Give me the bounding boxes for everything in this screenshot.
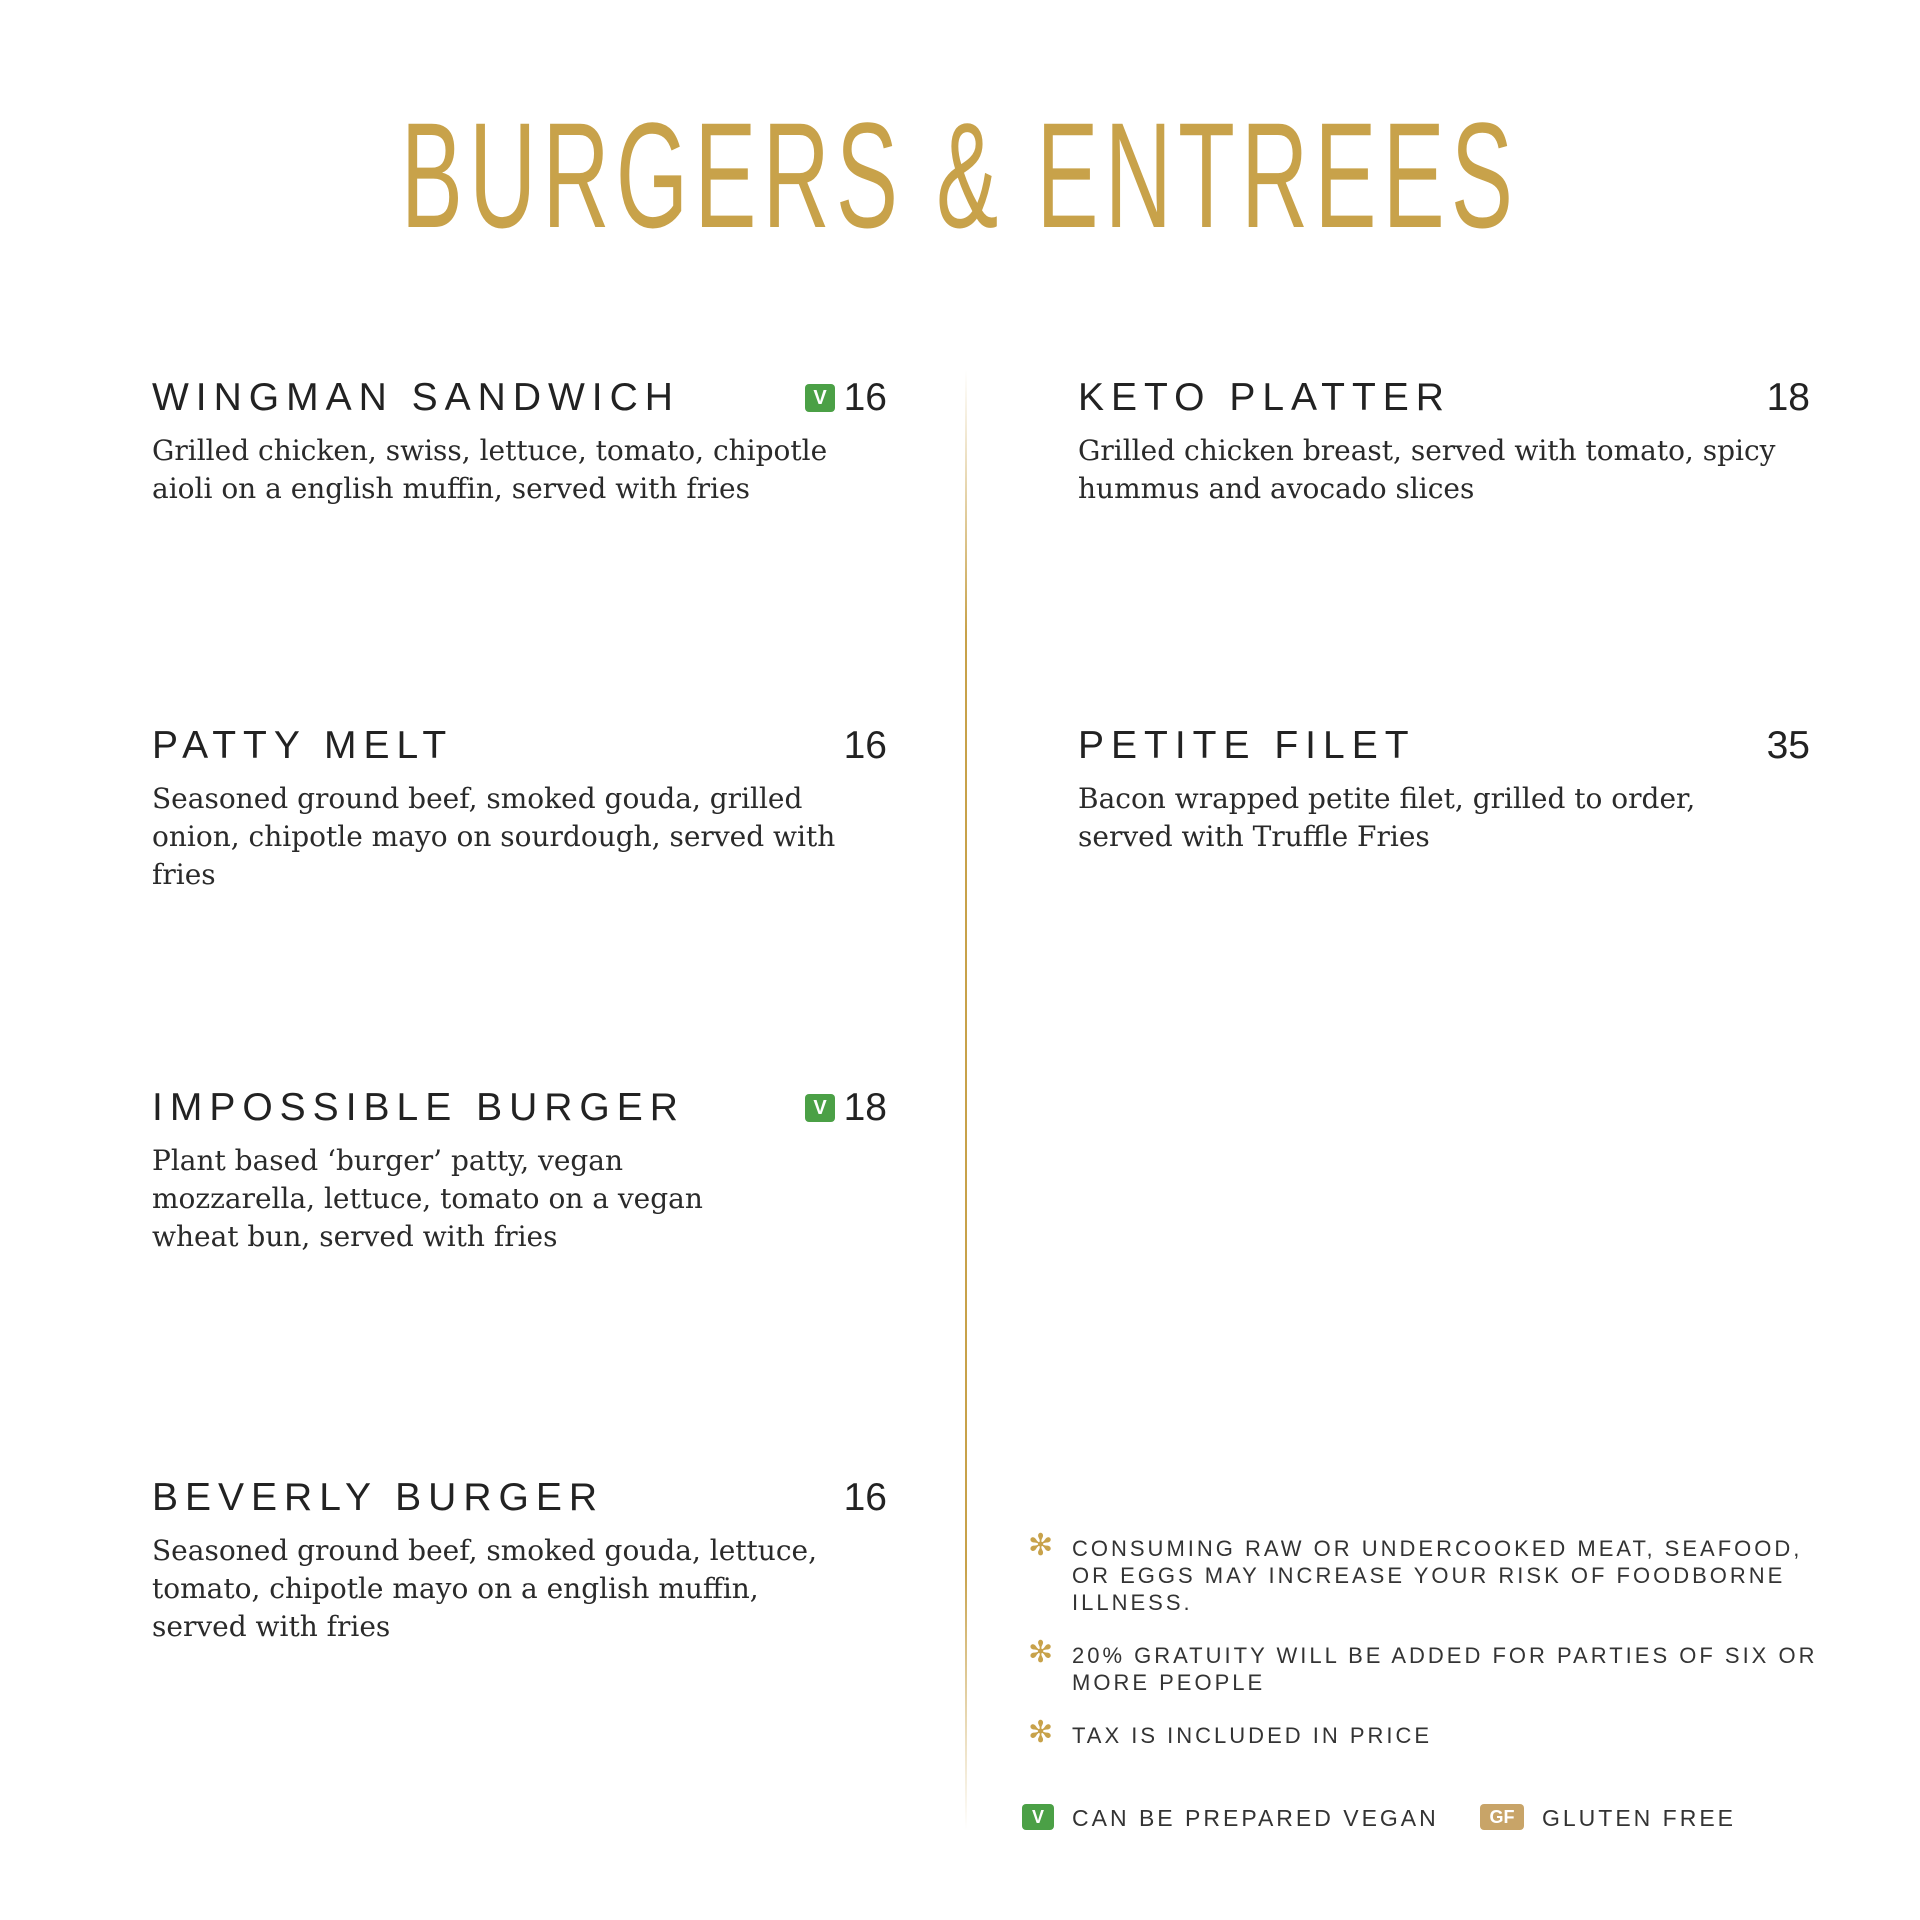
item-price: 16: [843, 724, 887, 767]
item-description: Grilled chicken, swiss, lettuce, tomato, chipotle aioli on a english muffin, served with fries: [152, 434, 828, 505]
menu-item-keto-platter: [1078, 376, 1810, 508]
asterisk-icon: ✻: [1028, 1716, 1054, 1749]
item-name: PATTY MELT: [152, 724, 454, 767]
menu-item-patty-melt: [152, 724, 887, 894]
item-price: 18: [843, 1086, 887, 1129]
note-text: CONSUMING RAW OR UNDERCOOKED MEAT, SEAFOOD, OR EGGS MAY INCREASE YOUR RISK OF FOODBORNE ILLNESS.: [1072, 1536, 1803, 1615]
vegan-badge-icon: V: [805, 1094, 835, 1122]
note-gratuity: [1028, 1636, 1818, 1696]
item-price: 16: [843, 376, 887, 419]
item-price: 16: [843, 1476, 887, 1519]
item-name: KETO PLATTER: [1078, 376, 1451, 419]
menu-item-wingman-sandwich: [152, 376, 887, 508]
item-description: Plant based ‘burger’ patty, vegan mozzarella, lettuce, tomato on a vegan wheat bun, served with fries: [152, 1144, 703, 1253]
item-name: WINGMAN SANDWICH: [152, 376, 680, 419]
column-divider: [965, 370, 967, 1830]
item-name: BEVERLY BURGER: [152, 1476, 605, 1519]
page-title: BURGERS & ENTREES: [400, 91, 1520, 259]
item-name: IMPOSSIBLE BURGER: [152, 1086, 685, 1129]
item-description: Seasoned ground beef, smoked gouda, grilled onion, chipotle mayo on sourdough, served with fries: [152, 782, 836, 891]
gluten-free-badge-icon: GF: [1480, 1804, 1524, 1830]
legend-label: GLUTEN FREE: [1542, 1805, 1737, 1831]
asterisk-icon: ✻: [1028, 1529, 1054, 1562]
note-text: 20% GRATUITY WILL BE ADDED FOR PARTIES OF SIX OR MORE PEOPLE: [1072, 1643, 1818, 1695]
menu-item-impossible-burger: [152, 1086, 887, 1256]
legend-label: CAN BE PREPARED VEGAN: [1072, 1805, 1439, 1831]
menu-item-beverly-burger: [152, 1476, 887, 1646]
note-raw-food-warning: [1028, 1529, 1818, 1616]
vegan-badge-icon: V: [1022, 1804, 1054, 1830]
item-description: Grilled chicken breast, served with tomato, spicy hummus and avocado slices: [1078, 434, 1776, 505]
menu-item-petite-filet: [1078, 724, 1810, 856]
item-description: Bacon wrapped petite filet, grilled to order, served with Truffle Fries: [1078, 782, 1696, 853]
item-price: 35: [1766, 724, 1810, 767]
item-name: PETITE FILET: [1078, 724, 1416, 767]
asterisk-icon: ✻: [1028, 1636, 1054, 1669]
note-text: TAX IS INCLUDED IN PRICE: [1072, 1723, 1433, 1748]
note-tax: [1028, 1716, 1818, 1749]
legend-vegan: [1022, 1804, 1442, 1834]
item-price: 18: [1766, 376, 1810, 419]
legend-gluten-free: [1480, 1804, 1840, 1834]
item-description: Seasoned ground beef, smoked gouda, lettuce, tomato, chipotle mayo on a english muffin, served with fries: [152, 1534, 817, 1643]
vegan-badge-icon: V: [805, 384, 835, 412]
